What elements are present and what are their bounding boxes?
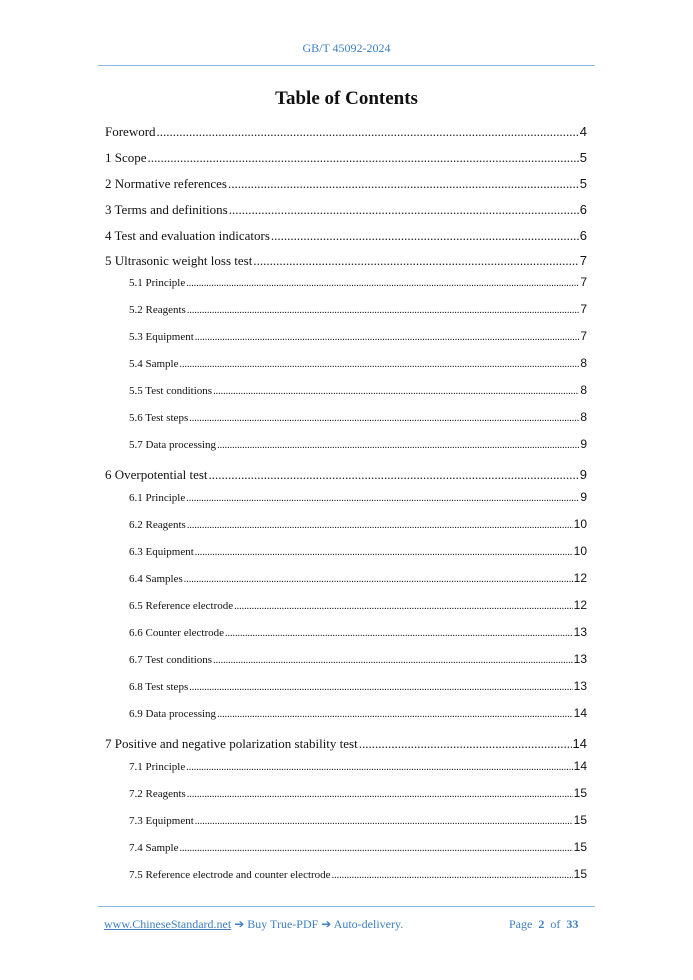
toc-entry-page: 8 — [580, 383, 587, 397]
toc-subsection[interactable] — [129, 356, 587, 370]
toc-entry-label: 5.6 Test steps — [129, 412, 189, 424]
dot-leader — [157, 124, 579, 140]
toc-entry-page: 5 — [579, 150, 587, 165]
toc-entry-page: 12 — [573, 598, 587, 612]
toc-entry-page: 9 — [579, 467, 587, 482]
toc-entry-page: 7 — [579, 253, 587, 268]
toc-subsection[interactable] — [129, 302, 587, 316]
dot-leader — [186, 492, 579, 504]
toc-subsection[interactable] — [129, 652, 587, 666]
toc-subsection[interactable] — [129, 490, 587, 504]
toc-entry-page: 6 — [579, 228, 587, 243]
page-total: 33 — [566, 917, 579, 931]
toc-entry-page: 7 — [580, 329, 587, 343]
toc-entry-page: 6 — [579, 202, 587, 217]
dot-leader — [187, 519, 573, 531]
toc-entry-page: 13 — [573, 652, 587, 666]
toc-entry-label: 6.8 Test steps — [129, 681, 189, 693]
toc-entry-page: 10 — [573, 544, 587, 558]
toc-entry-page: 7 — [580, 275, 587, 289]
toc-entry-page: 14 — [573, 706, 587, 720]
dot-leader — [195, 815, 573, 827]
dot-leader — [229, 202, 579, 218]
toc-entry-label: 5.5 Test conditions — [129, 385, 213, 397]
toc-entry-label: 6 Overpotential test — [105, 467, 208, 482]
toc-entry-page: 10 — [573, 517, 587, 531]
toc-entry-label: 7.3 Equipment — [129, 815, 194, 827]
toc-subsection[interactable] — [129, 679, 587, 693]
dot-leader — [228, 176, 579, 192]
dot-leader — [184, 573, 573, 585]
toc-subsection[interactable] — [129, 517, 587, 531]
dot-leader — [189, 681, 572, 693]
dot-leader — [217, 708, 573, 720]
toc-section[interactable] — [105, 124, 587, 140]
toc-subsection[interactable] — [129, 571, 587, 585]
toc-subsection[interactable] — [129, 706, 587, 720]
toc-entry-label: 5.4 Sample — [129, 358, 179, 370]
dot-leader — [209, 467, 579, 483]
footer-promo — [104, 917, 403, 932]
toc-entry-page: 14 — [572, 736, 587, 751]
toc-entry-page: 5 — [579, 176, 587, 191]
page-of: of — [550, 917, 561, 931]
toc-entry-page: 15 — [573, 786, 587, 800]
promo-text: ➔ Buy True-PDF ➔ Auto-delivery. — [231, 917, 404, 931]
toc-entry-label: 1 Scope — [105, 150, 147, 165]
dot-leader — [189, 412, 579, 424]
toc-subsection[interactable] — [129, 813, 587, 827]
dot-leader — [332, 869, 573, 881]
toc-subsection[interactable] — [129, 786, 587, 800]
dot-leader — [186, 277, 579, 289]
toc-entry-page: 13 — [573, 679, 587, 693]
toc-entry-page: 14 — [573, 759, 587, 773]
toc-subsection[interactable] — [129, 437, 587, 451]
toc-entry-label: 5.7 Data processing — [129, 439, 217, 451]
toc-entry-page: 7 — [580, 302, 587, 316]
dot-leader — [234, 600, 573, 612]
toc-entry-label: 6.3 Equipment — [129, 546, 194, 558]
toc-entry-label: 3 Terms and definitions — [105, 202, 228, 217]
toc-section[interactable] — [105, 150, 587, 166]
dot-leader — [186, 761, 572, 773]
dot-leader — [195, 546, 573, 558]
page-title: Table of Contents — [275, 88, 418, 109]
toc-section[interactable] — [105, 253, 587, 269]
toc-entry-label: 6.9 Data processing — [129, 708, 217, 720]
toc-entry-label: 7.4 Sample — [129, 842, 179, 854]
toc-entry-label: 6.7 Test conditions — [129, 654, 213, 666]
dot-leader — [217, 439, 579, 451]
toc-entry-page: 8 — [580, 410, 587, 424]
toc-section[interactable] — [105, 467, 587, 483]
toc-entry-label: 6.6 Counter electrode — [129, 627, 224, 639]
toc-entry-label: 5.2 Reagents — [129, 304, 186, 316]
toc-entry-label: 5 Ultrasonic weight loss test — [105, 253, 253, 268]
footer-divider — [98, 906, 595, 907]
dot-leader — [180, 842, 573, 854]
toc-entry-page: 4 — [579, 124, 587, 139]
toc-entry-page: 9 — [580, 437, 587, 451]
toc-subsection[interactable] — [129, 625, 587, 639]
header-divider — [98, 65, 595, 66]
toc-subsection[interactable] — [129, 383, 587, 397]
toc-entry-label: 6.5 Reference electrode — [129, 600, 234, 612]
page-indicator — [509, 917, 578, 932]
toc-subsection[interactable] — [129, 544, 587, 558]
toc-section[interactable] — [105, 736, 587, 752]
toc-subsection[interactable] — [129, 759, 587, 773]
toc-entry-label: 4 Test and evaluation indicators — [105, 228, 270, 243]
toc-entry-label: 6.2 Reagents — [129, 519, 186, 531]
toc-section[interactable] — [105, 202, 587, 218]
toc-section[interactable] — [105, 176, 587, 192]
dot-leader — [225, 627, 573, 639]
toc-entry-label: 6.1 Principle — [129, 492, 186, 504]
toc-entry-page: 15 — [573, 867, 587, 881]
toc-entry-label: Foreword — [105, 124, 156, 139]
toc-subsection[interactable] — [129, 598, 587, 612]
toc-section[interactable] — [105, 228, 587, 244]
dot-leader — [213, 654, 573, 666]
toc-subsection[interactable] — [129, 275, 587, 289]
page-word: Page — [509, 917, 533, 931]
toc-entry-label: 6.4 Samples — [129, 573, 183, 585]
toc-entry-page: 12 — [573, 571, 587, 585]
toc-entry-label: 5.3 Equipment — [129, 331, 194, 343]
dot-leader — [148, 150, 579, 166]
dot-leader — [271, 228, 579, 244]
dot-leader — [180, 358, 580, 370]
dot-leader — [195, 331, 580, 343]
dot-leader — [187, 788, 573, 800]
page-current: 2 — [538, 917, 545, 931]
dot-leader — [253, 253, 578, 269]
document-code: GB/T 45092-2024 — [302, 41, 391, 55]
website-link[interactable]: www.ChineseStandard.net — [104, 917, 232, 931]
toc-subsection[interactable] — [129, 410, 587, 424]
toc-subsection[interactable] — [129, 840, 587, 854]
toc-subsection[interactable] — [129, 329, 587, 343]
toc-entry-label: 7.2 Reagents — [129, 788, 186, 800]
toc-entry-page: 13 — [573, 625, 587, 639]
toc-entry-label: 7.1 Principle — [129, 761, 186, 773]
dot-leader — [187, 304, 579, 316]
toc-entry-label: 5.1 Principle — [129, 277, 186, 289]
toc-entry-label: 7.5 Reference electrode and counter electrode — [129, 869, 331, 881]
toc-entry-page: 8 — [580, 356, 587, 370]
toc-entry-page: 15 — [573, 813, 587, 827]
dot-leader — [213, 385, 579, 397]
toc-entry-label: 7 Positive and negative polarization stability test — [105, 736, 358, 751]
toc-entry-page: 15 — [573, 840, 587, 854]
toc-entry-label: 2 Normative references — [105, 176, 227, 191]
dot-leader — [359, 736, 572, 752]
toc-entry-page: 9 — [580, 490, 587, 504]
toc-subsection[interactable] — [129, 867, 587, 881]
